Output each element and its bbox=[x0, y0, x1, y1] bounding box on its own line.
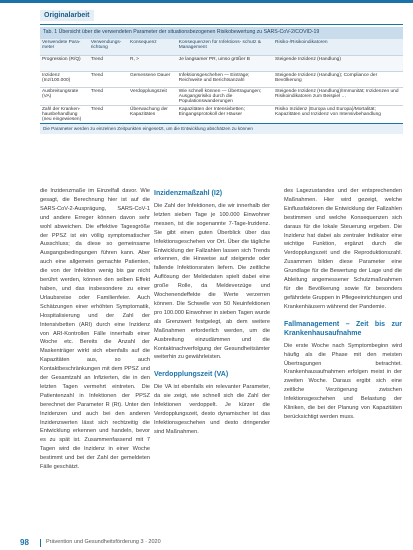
table-cell: Progression (R/Q) bbox=[40, 56, 89, 72]
body-column-3 bbox=[284, 187, 402, 422]
table-cell: Trend bbox=[89, 88, 128, 106]
table-cell: R, > bbox=[128, 56, 177, 72]
table-header-cell: Konsequenzen für Infektions- schutz & Management bbox=[177, 39, 273, 56]
table-header-row bbox=[40, 39, 403, 56]
section-heading: Inzidenzmaßzahl (I2) bbox=[154, 190, 223, 197]
journal-citation: Prävention und Gesundheitsförderung 3 · 2020 bbox=[46, 539, 161, 545]
page-footer bbox=[10, 538, 403, 548]
table-row bbox=[40, 88, 403, 106]
table-cell: Steigende Inzidenz (Handlung) bbox=[273, 56, 403, 72]
table-cell: Infektionsgeschehen — Einträge; Reichweite und Berichtsanzahl bbox=[177, 72, 273, 88]
table-row bbox=[40, 106, 403, 124]
table-cell: Verdopplungszeit bbox=[128, 88, 177, 106]
body-paragraph: Die erste Woche nach Symptombeginn wird häufig als die Phase mit den meisten Übertragungen betrachtet. Krankenhausaufnahmen erfolgen meist in der zweiten Woche. Daraus ergibt sich eine zeitliche Verzögerung zwischen Infektionsgeschehen und Belastung der Kliniken, die bei der Planung von Kapazitäten berücksichtigt werden muss. bbox=[284, 342, 402, 420]
table-header-cell: Konsequenz bbox=[128, 39, 177, 56]
table-cell: Zahl der Krankenhausbehandlung (neu eingewiesen) bbox=[40, 106, 89, 124]
page-number: 98 bbox=[20, 538, 29, 547]
table-cell: Gemessene Dauer bbox=[128, 72, 177, 88]
table-header-cell: Verwendete Para- meter bbox=[40, 39, 89, 56]
section-heading: Verdopplungszeit (VA) bbox=[154, 371, 229, 379]
section-tag: Originalarbeit bbox=[40, 10, 94, 21]
table-cell: Risiko Inzidenz (Europa und Europa)/Mortalität; Kapazitäten und Inzidenz von Intensivbehandlung bbox=[273, 106, 403, 124]
table-footnote: Die Parameter werden zu einzelnen Zeitpunkten eingesetzt, um die Entwicklung abschätzen zu können bbox=[40, 123, 403, 134]
body-paragraph: Die Zahl der Infektionen, die wir innerhalb der letzten sieben Tage je 100.000 Einwohner messen, ist die sogenannte 7-Tage-Inzidenz. Sie gibt einen guten Überblick über das Infektionsgeschehen vor Ort. Über die tägliche Entwicklung der Fallzahlen lassen sich Trends erkennen, die Hinweise auf steigende oder fallende Infektionsraten liefern. Die zeitliche Auflösung der Meldedaten spielt dabei eine große Rolle, da Meldeverzüge und Wochenendeffekte die Werte verzerren können. Die Schwelle von 50 Neuinfektionen pro 100.000 Einwohner in sieben Tagen wurde als Grenzwert festgelegt, ab dem weitere Maßnahmen erforderlich werden, um die Ausbreitung einzudämmen und die Kontaktnachverfolgung der Gesundheitsämter weiterhin zu gewährleisten. bbox=[154, 203, 270, 361]
table-header-cell: Risiko-/Risikoindikatoren bbox=[273, 39, 403, 56]
table bbox=[40, 39, 403, 123]
body-paragraph: die Inzidenzmaße im Einzelfall davor. Wie gesagt, die Berechnung hier ist auf die SARS-CoV-2-Ausprägung, SARS-CoV-1 und andere Erreger können davon sehr wohl abweichen. Die effektive Tagesgröße der PPSZ ist ein völlig symptomatischer Ausschluss; da diese so gemeinsame Ausgangsbedingungen führen kann. Aber auch eine allgemein gemachte Patienten, die von der Infektion wenig bis gar nicht berührt werden, können den selben Effekt haben, und das insbesondere zu einer Urlaubsreise oder Familienfeier. Auch Schätzungen einer erhöhten Symptomatik, Hospitalisierung und der Zahl der Intensivbetten (ARI) durch eine Inzidenz von ARI-Kontrollen Fälle innerhalb einer Woche etc. Bereits die Anzahl der Maskenträger wirkt sich ebenfalls auf die Kapazitäten aus, so auch Kontaktbeschränkungen mit dem PPSZ und der Gesamtzahl an Infizierten, die in den letzten Tagen vermehrt eintreten. Die Patientenzahl in Infektionen der PPSZ berechnet der Parameter R (Rt). Unter den Inzidenzen und auch bei den anderen Inzidenzwerten lässt sich rechtzeitig die Entwicklung erkennen und handeln, bevor es zu spät ist. Zusammenfassend mit 7 Tagen wird die Inzidenz in einer Woche bestimmt und bei der Zahl der gemeldeten Fälle geschätzt. bbox=[40, 188, 150, 471]
footer-divider bbox=[40, 539, 41, 547]
table-cell: Je langsamer PR, umso größer B bbox=[177, 56, 273, 72]
table-row bbox=[40, 56, 403, 72]
body-paragraph: Die VA ist ebenfalls ein relevanter Parameter, da sie zeigt, wie schnell sich die Zahl der Infektionen verdoppelt. Je kürzer die Verdopplungszeit, desto dynamischer ist das Infektionsgeschehen und desto dringender sind Maßnahmen. bbox=[154, 384, 270, 435]
table-cell: Trend bbox=[89, 106, 128, 124]
risk-parameter-table bbox=[40, 27, 403, 134]
section-divider bbox=[40, 24, 403, 25]
table-cell: Steigende Inzidenz (Handlung)/Immunität; Inzidenzen und Risikoindikatoren zum Beispiel … bbox=[273, 88, 403, 106]
table-cell: Wie schnell können — Übertragungen; Ausgangsrisiko durch die Populationswanderungen bbox=[177, 88, 273, 106]
table-cell: Trend bbox=[89, 56, 128, 72]
table-cell: Kapazitäten der Intensivbetten; Eingangsprotokoll der Häuser bbox=[177, 106, 273, 124]
header-accent-bar bbox=[0, 0, 413, 3]
table-cell: Inzidenz (Inz/100.000) bbox=[40, 72, 89, 88]
body-paragraph: des Lagezustandes und der entsprechenden Maßnahmen. Hier wird gezeigt, welche Einflussfaktoren die Entwicklung der Fallzahlen bestimmen und welche Konsequenzen sich daraus für die lokale Steuerung ergeben. Die Inzidenz hat dabei als zentraler Indikator eine wichtige Funktion, ergänzt durch die Verdopplungszeit und die Reproduktionszahl. Zusammen bilden diese Parameter eine Grundlage für die Bewertung der Lage und die Ableitung angemessener Schutzmaßnahmen für die Bevölkerung sowie für besonders gefährdete Gruppen in Pflegeeinrichtungen und Krankenhäusern während der Pandemie. bbox=[284, 188, 402, 310]
table-cell: Überwachung der Kapazitäten bbox=[128, 106, 177, 124]
table-cell: Ausbreitungsrate (VA) bbox=[40, 88, 89, 106]
table-header-cell: Verwendungs- richtung bbox=[89, 39, 128, 56]
table-caption: Tab. 1 Übersicht über die verwendeten Parameter der situationsbezogenen Risikobewertung zu SARS-CoV-2/COVID-19 bbox=[40, 27, 403, 39]
body-column-2 bbox=[154, 187, 270, 437]
table-row bbox=[40, 72, 403, 88]
section-heading: Fallmanagement – Zeit bis zur Krankenhausaufnahme bbox=[284, 320, 402, 337]
table-cell: Steigende Inzidenz (Handlung); Compliance der Bevölkerung bbox=[273, 72, 403, 88]
body-column-1 bbox=[40, 187, 150, 472]
table-cell: Trend bbox=[89, 72, 128, 88]
